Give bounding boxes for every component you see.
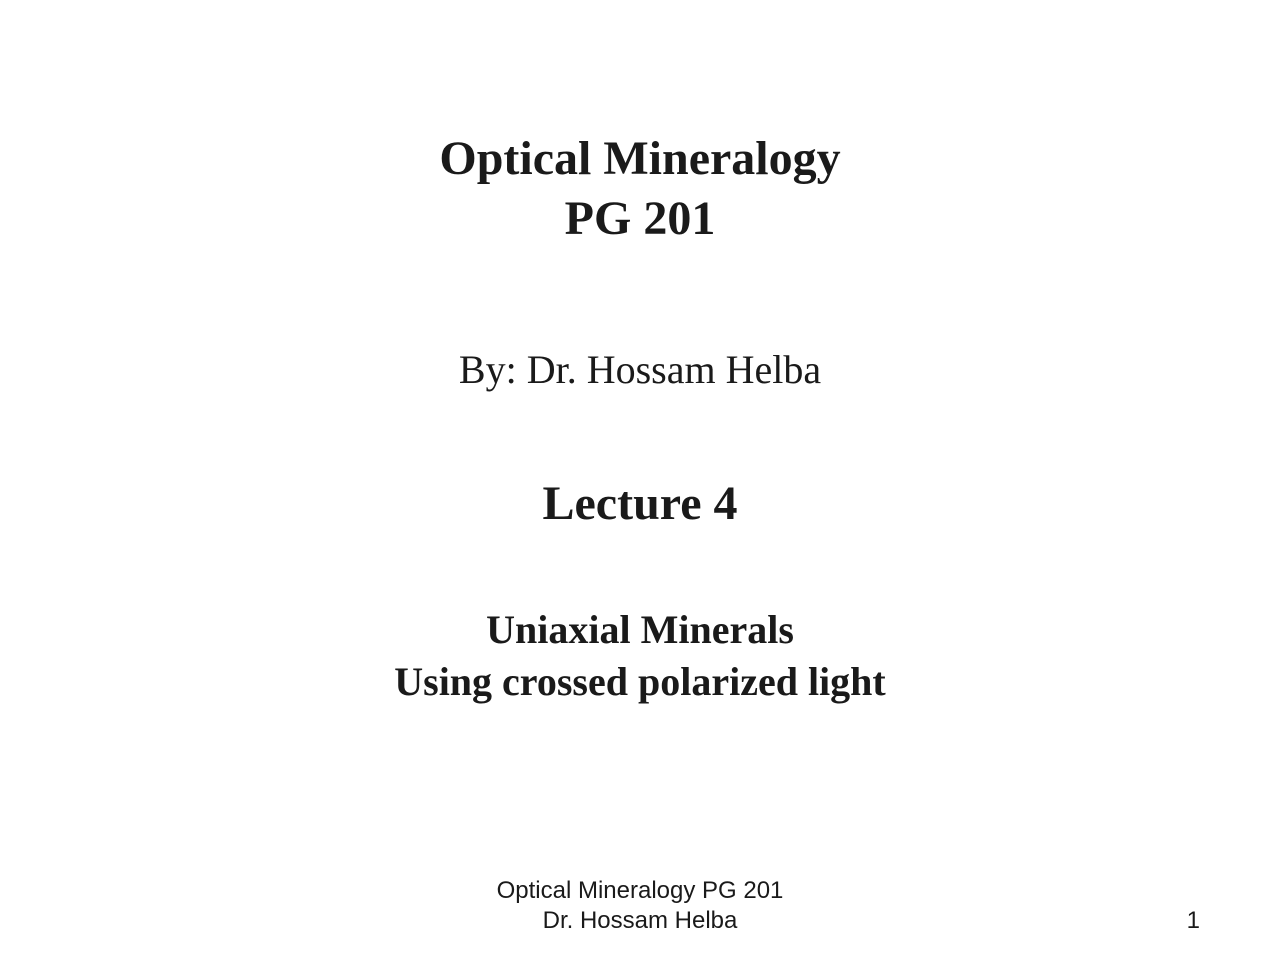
slide-title: Optical Mineralogy — [439, 132, 841, 185]
author-byline: By: Dr. Hossam Helba — [458, 347, 822, 392]
footer-course: Optical Mineralogy PG 201 — [496, 877, 784, 904]
lecture-number: Lecture 4 — [542, 477, 738, 530]
lecture-topic: Uniaxial Minerals — [486, 607, 794, 652]
lecture-subtopic: Using crossed polarized light — [394, 659, 886, 704]
footer-author: Dr. Hossam Helba — [542, 907, 738, 934]
course-code: PG 201 — [564, 192, 716, 245]
page-number: 1 — [1186, 907, 1200, 934]
